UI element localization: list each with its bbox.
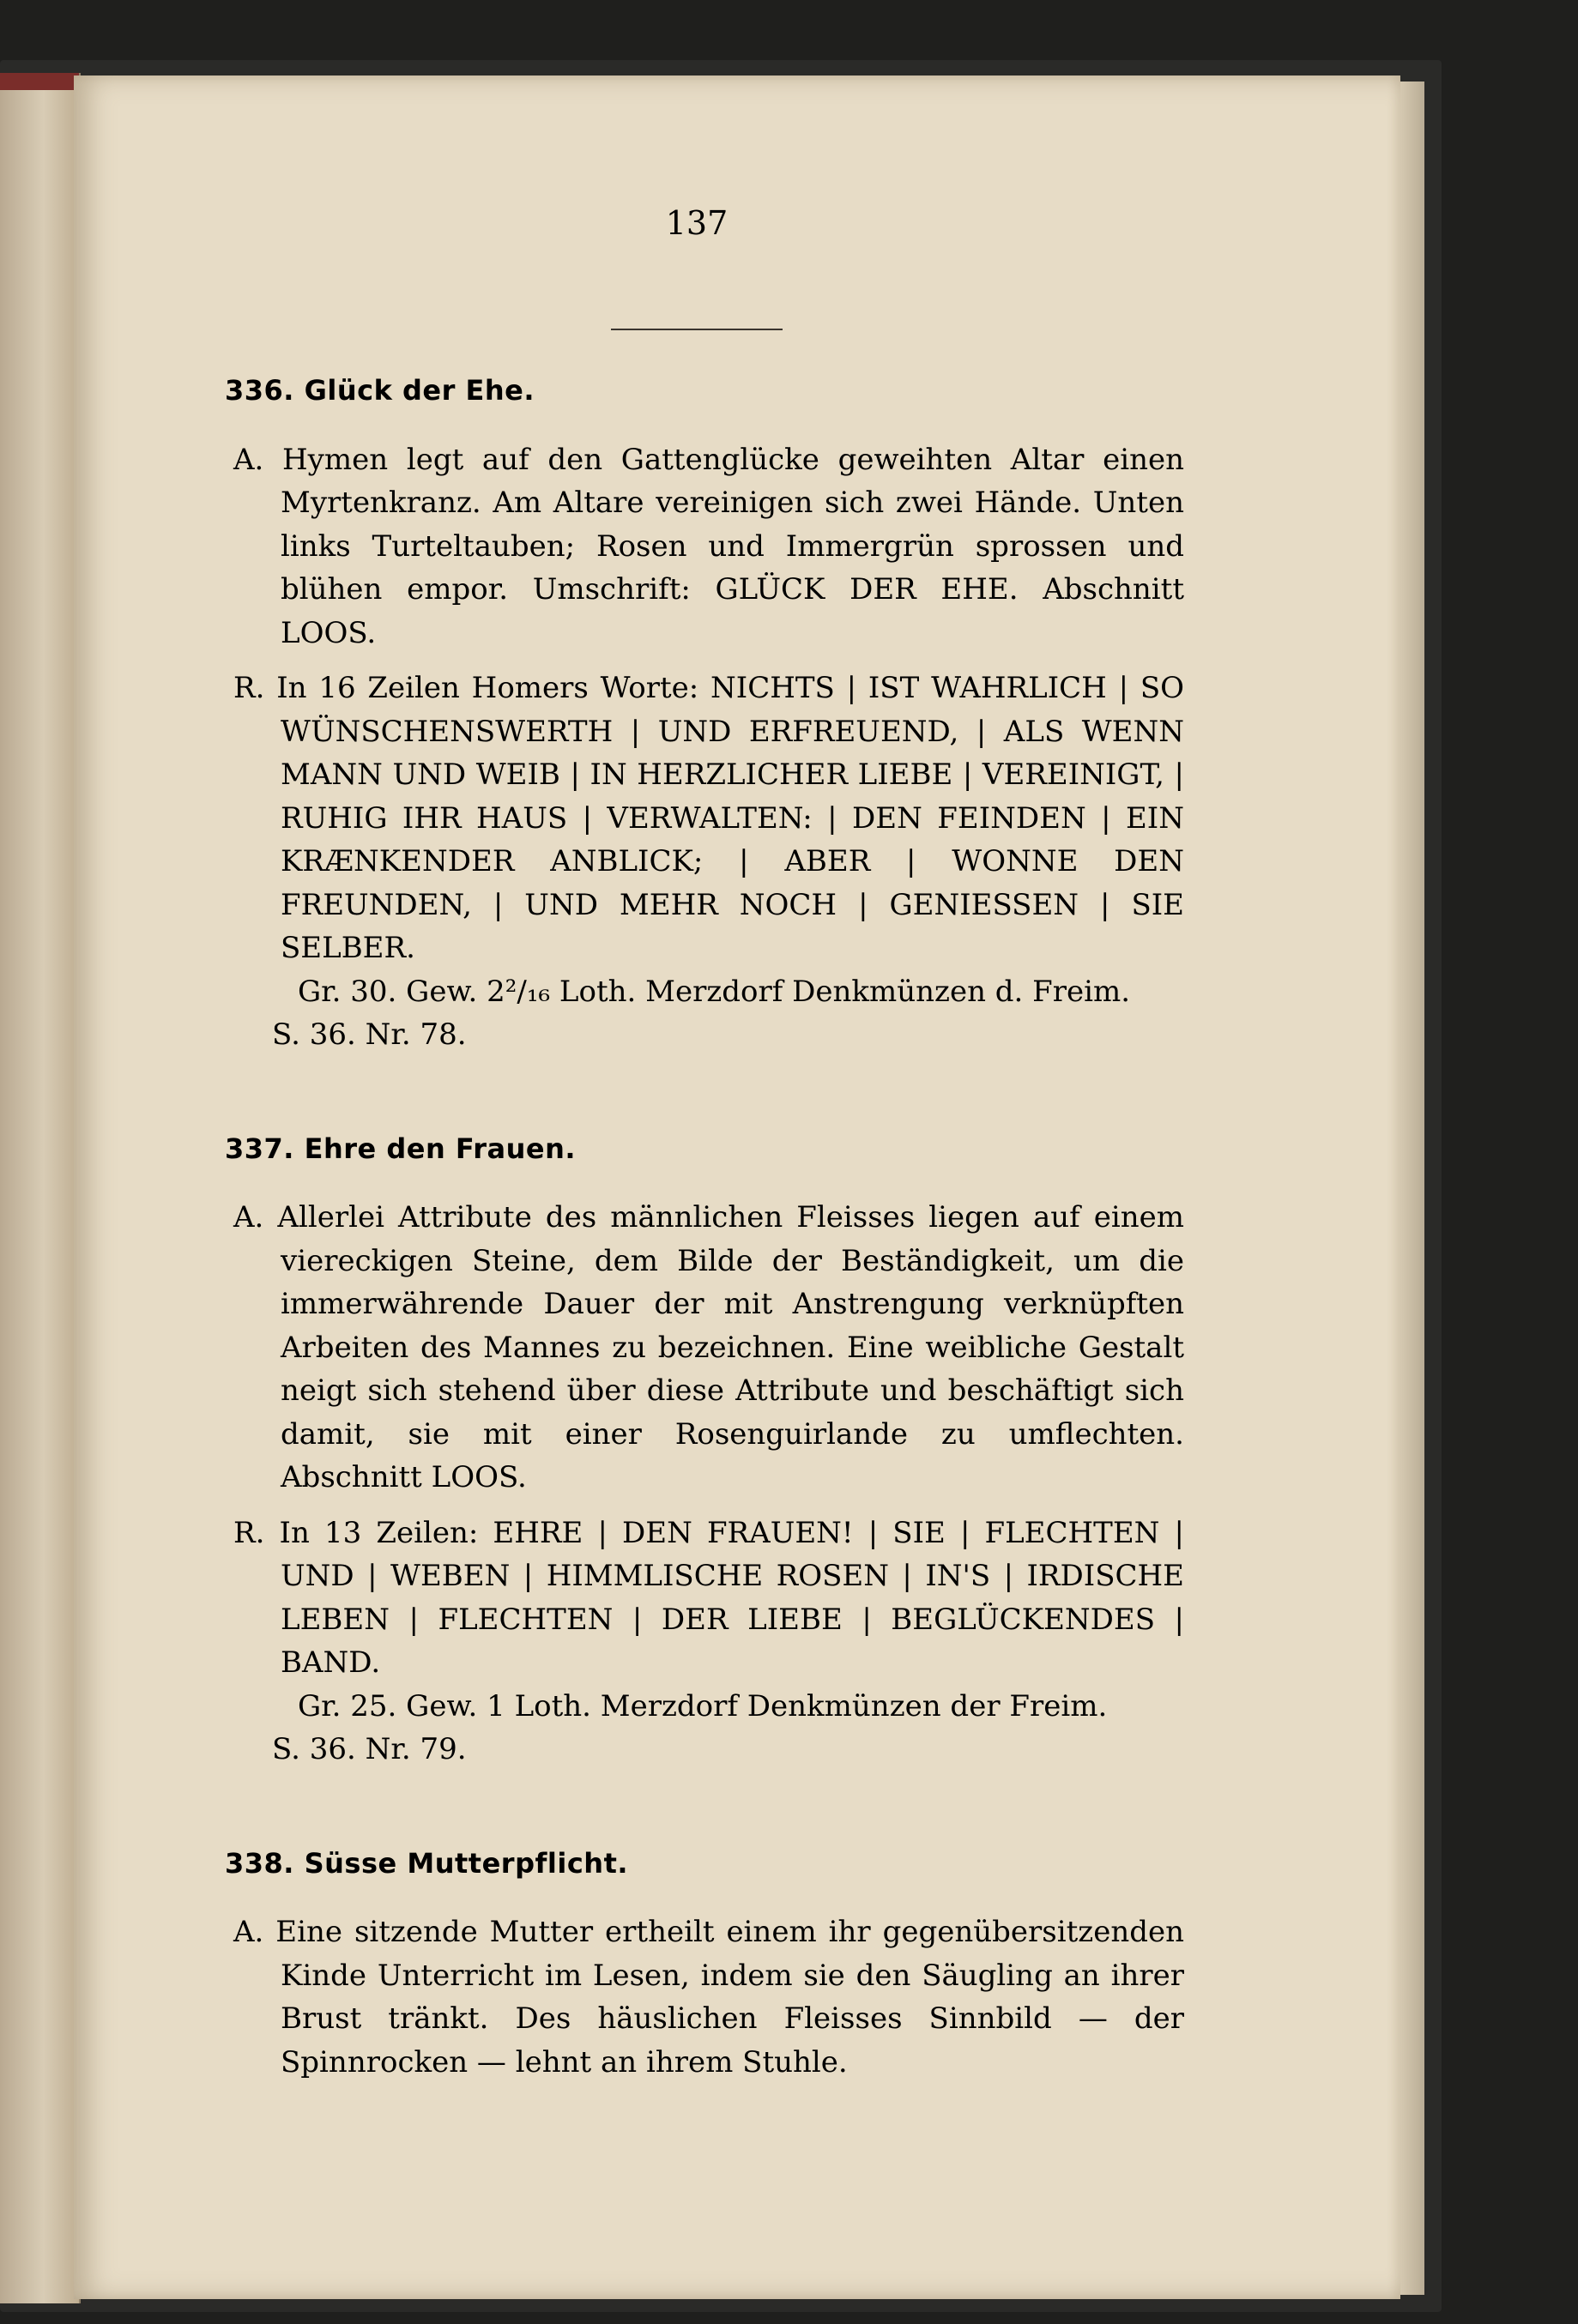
entry-heading: 338. Süsse Mutterpflicht. [225, 1846, 629, 1880]
entry-336 [225, 369, 1184, 1057]
specification-line: Gr. 30. Gew. 2²/₁₆ Loth. Merzdorf Denkmünzen d. Freim. [298, 974, 1131, 1009]
reverse-description: R. In 16 Zeilen Homers Worte: NICHTS | IST WAHRLICH | SO WÜNSCHENSWERTH | UND ERFREUEND, | ALS WENN MANN UND WEIB | IN HERZLICHER LIEBE | VEREINIGT, | RUHIG IHR HAUS | VERWALTEN: | DEN FEINDEN | EIN KRÆNKENDER ANBLICK; | ABER | WONNE DEN FREUNDEN, | UND MEHR NOCH | GENIESSEN | SIE SELBER. [233, 671, 1184, 965]
page-content [225, 369, 1184, 2118]
entry-heading: 337. Ehre den Frauen. [225, 1132, 576, 1165]
reference-line: S. 36. Nr. 79. [272, 1732, 467, 1766]
obverse-description: A. Allerlei Attribute des männlichen Fleisses liegen auf einem viereckigen Steine, dem Bilde der Beständigkeit, um die immerwährende Dauer der mit Anstrengung verknüpften Arbeiten des Mannes zu bezeichnen. Eine weibliche Gestalt neigt sich stehend über diese Attribute und beschäftigt sich damit, sie mit einer Rosenguirlande zu umflechten. Abschnitt LOOS. [233, 1200, 1184, 1494]
obverse-description: A. Eine sitzende Mutter ertheilt einem ihr gegenübersitzenden Kinde Unterricht im Lesen, indem sie den Säugling an ihrer Brust tränkt. Des häuslichen Fleisses Sinnbild — der Spinnrocken — lehnt an ihrem Stuhle. [233, 1915, 1184, 2080]
right-page-edge [1399, 81, 1424, 2295]
left-page-edge [0, 73, 81, 2303]
entry-337 [225, 1127, 1184, 1772]
page-number-rule [611, 329, 783, 330]
reverse-description: R. In 13 Zeilen: EHRE | DEN FRAUEN! | SIE | FLECHTEN | UND | WEBEN | HIMMLISCHE ROSEN | IN'S | IRDISCHE LEBEN | FLECHTEN | DER LIEBE | BEGLÜCKENDES | BAND. [233, 1515, 1184, 1680]
entry-338 [225, 1842, 1184, 2085]
page-edge-red [0, 73, 79, 90]
page-number: 137 [665, 204, 729, 242]
entry-heading: 336. Glück der Ehe. [225, 374, 535, 407]
specification-line: Gr. 25. Gew. 1 Loth. Merzdorf Denkmünzen der Freim. [298, 1688, 1108, 1723]
reference-line: S. 36. Nr. 78. [272, 1017, 467, 1052]
obverse-description: A. Hymen legt auf den Gattenglücke geweihten Altar einen Myrtenkranz. Am Altare vereinigen sich zwei Hände. Unten links Turteltauben; Rosen und Immergrün sprossen und blühen empor. Umschrift: GLÜCK DER EHE. Abschnitt LOOS. [233, 442, 1184, 650]
